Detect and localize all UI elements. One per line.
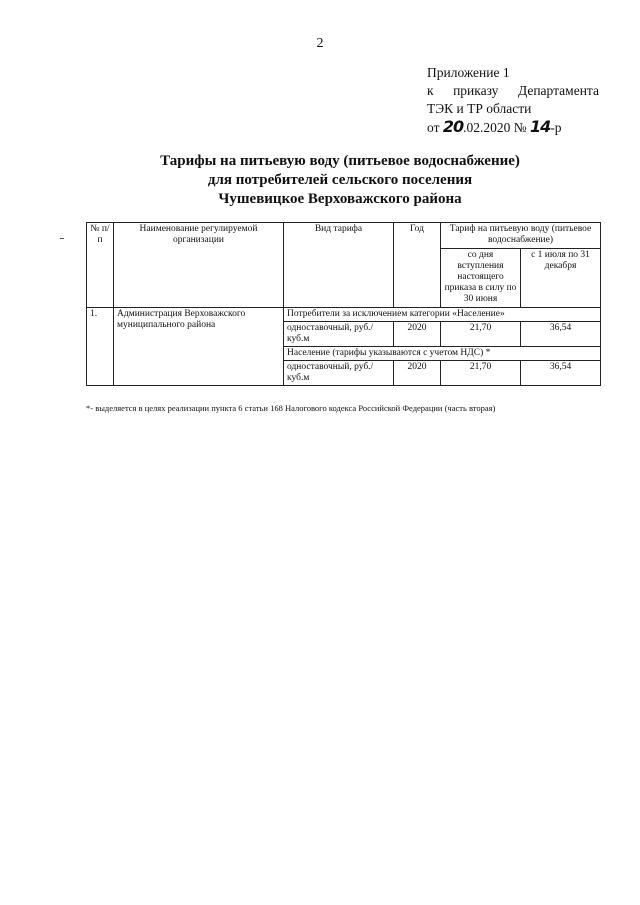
tariff-year-1: 2020 (394, 322, 441, 347)
appendix-order-word: приказу (453, 83, 499, 98)
appendix-date-line (427, 118, 627, 137)
date-rest: .02.2020 № (463, 120, 527, 135)
date-prefix: от (427, 120, 440, 135)
appendix-to-word: к (427, 83, 434, 98)
tariff-value-2-period-2: 36,54 (521, 361, 601, 386)
date-day-handwritten: 20 (442, 117, 464, 136)
tariff-type-1: одноставочный, руб./куб.м (284, 322, 394, 347)
group-label-2: Население (тарифы указываются с учетом НДС) * (284, 347, 601, 361)
header-type: Вид тарифа (284, 223, 394, 308)
appendix-title: Приложение 1 (427, 65, 510, 80)
appendix-department: ТЭК и ТР области (427, 101, 532, 116)
tariff-year-2: 2020 (394, 361, 441, 386)
tariff-value-2-period-1: 21,70 (441, 361, 521, 386)
stray-mark (60, 238, 64, 239)
header-period-1: со дня вступления настоящего приказа в силу по 30 июня (441, 248, 521, 307)
appendix-block (427, 64, 627, 137)
order-number-handwritten: 14 (530, 117, 551, 136)
page-number: 2 (316, 36, 324, 51)
header-tariff: Тариф на питьевую воду (питьевое водоснабжение) (441, 223, 601, 249)
row-num: 1. (87, 308, 114, 386)
order-suffix: -р (550, 120, 562, 135)
appendix-department-word: Департамента (517, 83, 599, 98)
title-line-3: Чушевицкое Верховажского района (218, 191, 462, 207)
tariff-value-1-period-2: 36,54 (521, 322, 601, 347)
tariff-type-2: одноставочный, руб./куб.м (284, 361, 394, 386)
tariff-value-1-period-1: 21,70 (441, 322, 521, 347)
appendix-order-line (427, 82, 599, 100)
title-line-1: Тарифы на питьевую воду (питьевое водоснабжение) (160, 153, 520, 169)
header-period-2: с 1 июля по 31 декабря (521, 248, 601, 307)
header-org: Наименование регулируемой организации (114, 223, 284, 308)
group-label-1: Потребители за исключением категории «Население» (284, 308, 601, 322)
table-header-row (87, 223, 601, 249)
header-year: Год (394, 223, 441, 308)
title-line-2: для потребителей сельского поселения (207, 172, 473, 188)
row-org: Администрация Верховажского муниципального района (114, 308, 284, 386)
tariff-table (86, 222, 601, 386)
document-title (60, 152, 620, 209)
table-row (87, 308, 601, 322)
header-num: № п/п (87, 223, 114, 308)
footnote: *- выделяется в целях реализации пункта 6 статьи 168 Налогового кодекса Российской Федерации (часть вторая) (86, 403, 496, 413)
